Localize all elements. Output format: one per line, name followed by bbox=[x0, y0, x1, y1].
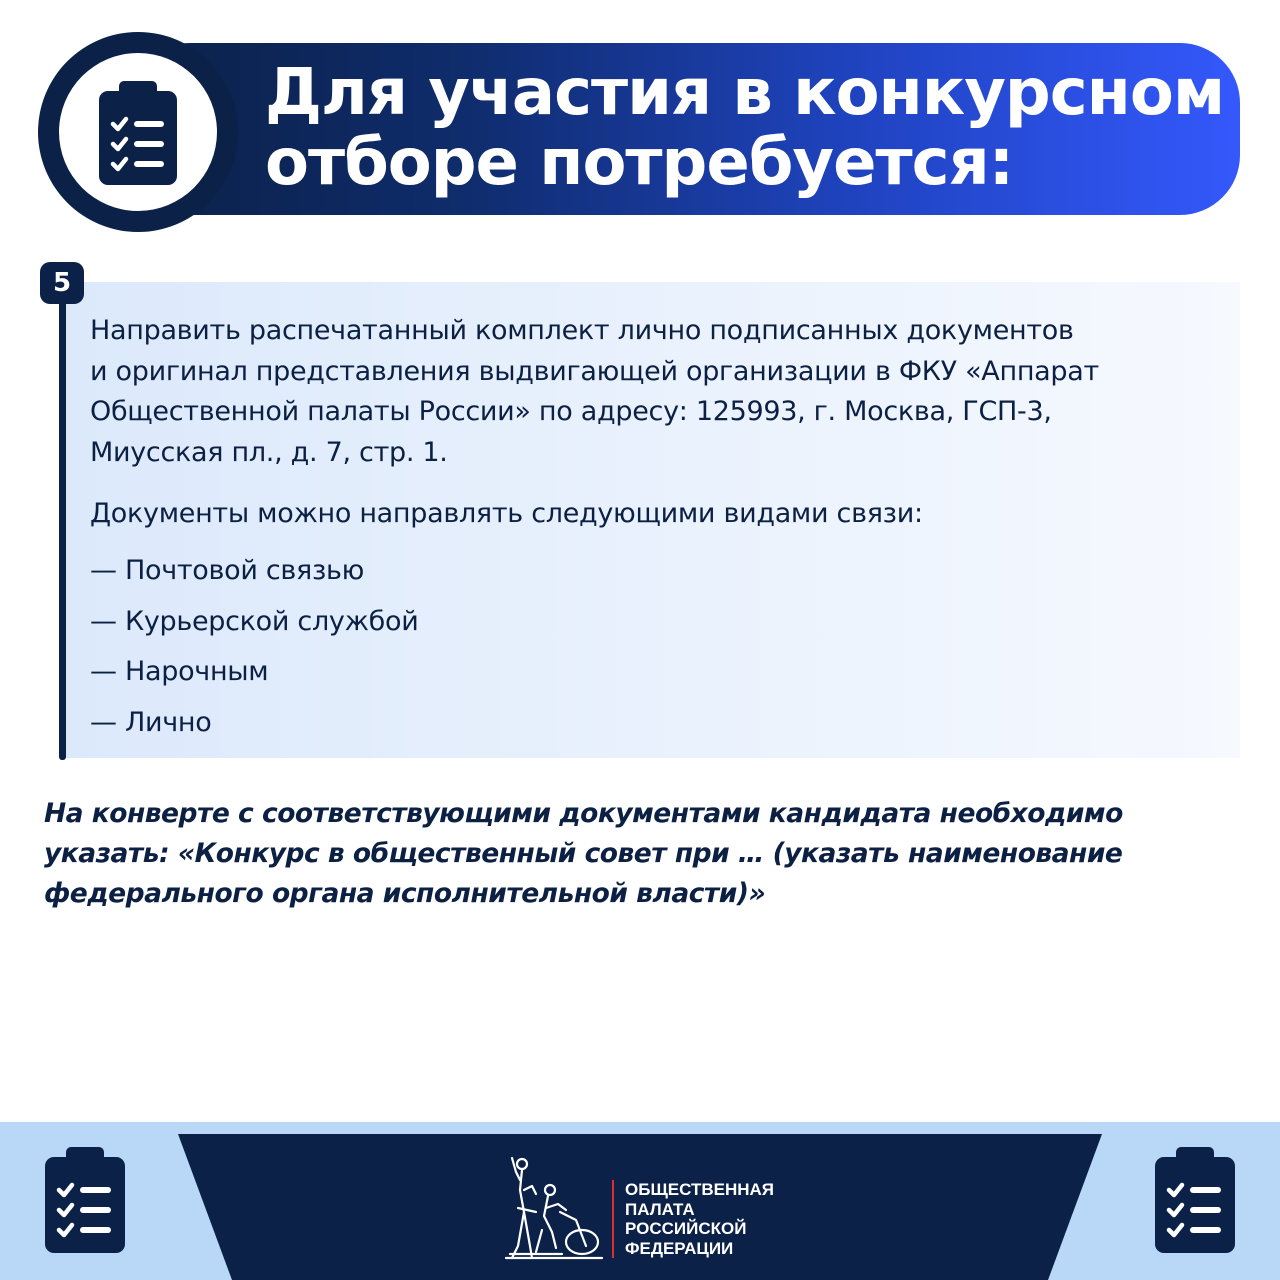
page-title bbox=[265, 58, 1224, 198]
org-name-line-2: ПАЛАТА bbox=[625, 1199, 695, 1219]
list-item: — Курьерской службой bbox=[90, 605, 419, 637]
list-item: — Почтовой связью bbox=[90, 555, 365, 586]
org-name-line-3: РОССИЙСКОЙ bbox=[625, 1219, 747, 1238]
note-line-3: федерального органа исполнительной власти)» bbox=[44, 878, 766, 909]
step-number-badge: 5 bbox=[40, 262, 84, 304]
page-title-line-2: отборе потребуется: bbox=[265, 126, 1014, 200]
delivery-methods-list bbox=[90, 546, 418, 748]
step-instructions bbox=[90, 311, 1220, 473]
emblem-separator bbox=[612, 1180, 614, 1258]
note-line-1: На конверте с соответствующими документами кандидата необходимо bbox=[44, 798, 1123, 829]
checklist-icon bbox=[45, 1147, 125, 1253]
org-name-line-4: ФЕДЕРАЦИИ bbox=[625, 1238, 734, 1258]
envelope-note bbox=[44, 794, 1234, 914]
step-marker-line bbox=[59, 300, 66, 760]
checklist-icon bbox=[99, 81, 177, 185]
list-item: — Нарочным bbox=[90, 656, 269, 687]
step-text-line-1: Направить распечатанный комплект лично подписанных документов bbox=[90, 315, 1074, 346]
note-line-2: указать: «Конкурс в общественный совет при … (указать наименование bbox=[44, 838, 1123, 869]
list-item: — Лично bbox=[90, 706, 212, 738]
monument-emblem-icon bbox=[502, 1150, 606, 1262]
step-text-line-3: Общественной палаты России» по адресу: 125993, г. Москва, ГСП-3, bbox=[90, 396, 1052, 427]
org-name-line-1: ОБЩЕСТВЕННАЯ bbox=[625, 1180, 775, 1199]
step-text-line-4: Миусская пл., д. 7, стр. 1. bbox=[90, 436, 448, 468]
header-icon-circle bbox=[38, 32, 238, 232]
org-name bbox=[625, 1180, 774, 1258]
checklist-icon bbox=[1155, 1147, 1235, 1253]
delivery-methods-title: Документы можно направлять следующими видами связи: bbox=[90, 498, 923, 529]
page-title-line-1: Для участия в конкурсном bbox=[265, 56, 1225, 130]
step-text-line-2: и оригинал представления выдвигающей организации в ФКУ «Аппарат bbox=[90, 355, 1099, 387]
